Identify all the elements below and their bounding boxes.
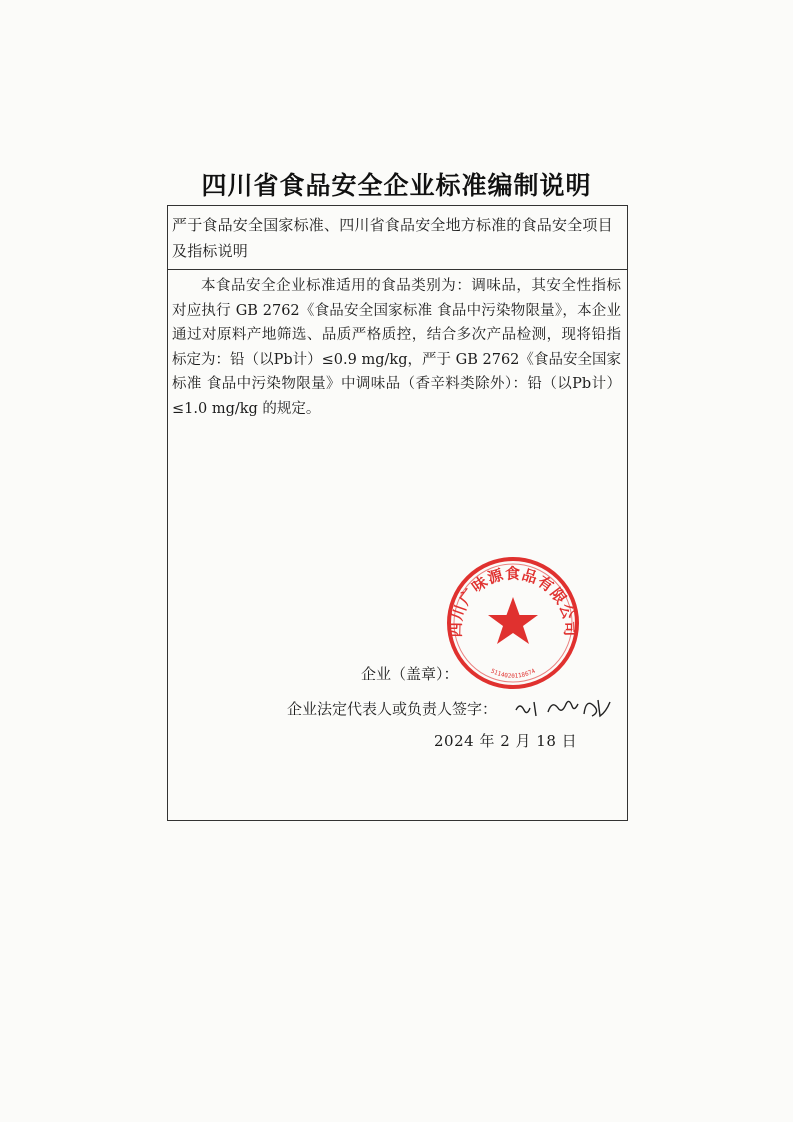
representative-signature-label: 企业法定代表人或负责人签字： [287,700,498,718]
company-seal [441,553,586,693]
seal-number: 5114020118674 [489,667,537,680]
document-frame [167,205,628,821]
page-title: 四川省食品安全企业标准编制说明 [201,171,592,200]
seal-star-icon [488,597,538,644]
section-header: 严于食品安全国家标准、四川省食品安全地方标准的食品安全项目及指标说明 [168,206,627,270]
explanation-body [168,274,627,422]
handwritten-signature [514,692,614,722]
document-date: 2024 年 2 月 18 日 [434,732,578,750]
company-seal-label: 企业（盖章）： [361,665,459,683]
svg-text:5114020118674 [489,667,536,679]
seal-text: 四川广味源食品有限公司 [446,564,580,638]
explanation-paragraph: 本食品安全企业标准适用的食品类别为：调味品，其安全性指标对应执行 GB 2762《食品安全国家标准 食品中污染物限量》，本企业通过对原料产地筛选、品质严格质控，结合多次产品检测，现将铅指标定为：铅（以Pb计）≤0.9 mg/kg，严于 GB 2762《食品安全国家标准 食品中污染物限量》中调味品（香辛料类除外）：铅（以Pb计）≤1.0 mg/kg 的规定。 [172,278,621,417]
